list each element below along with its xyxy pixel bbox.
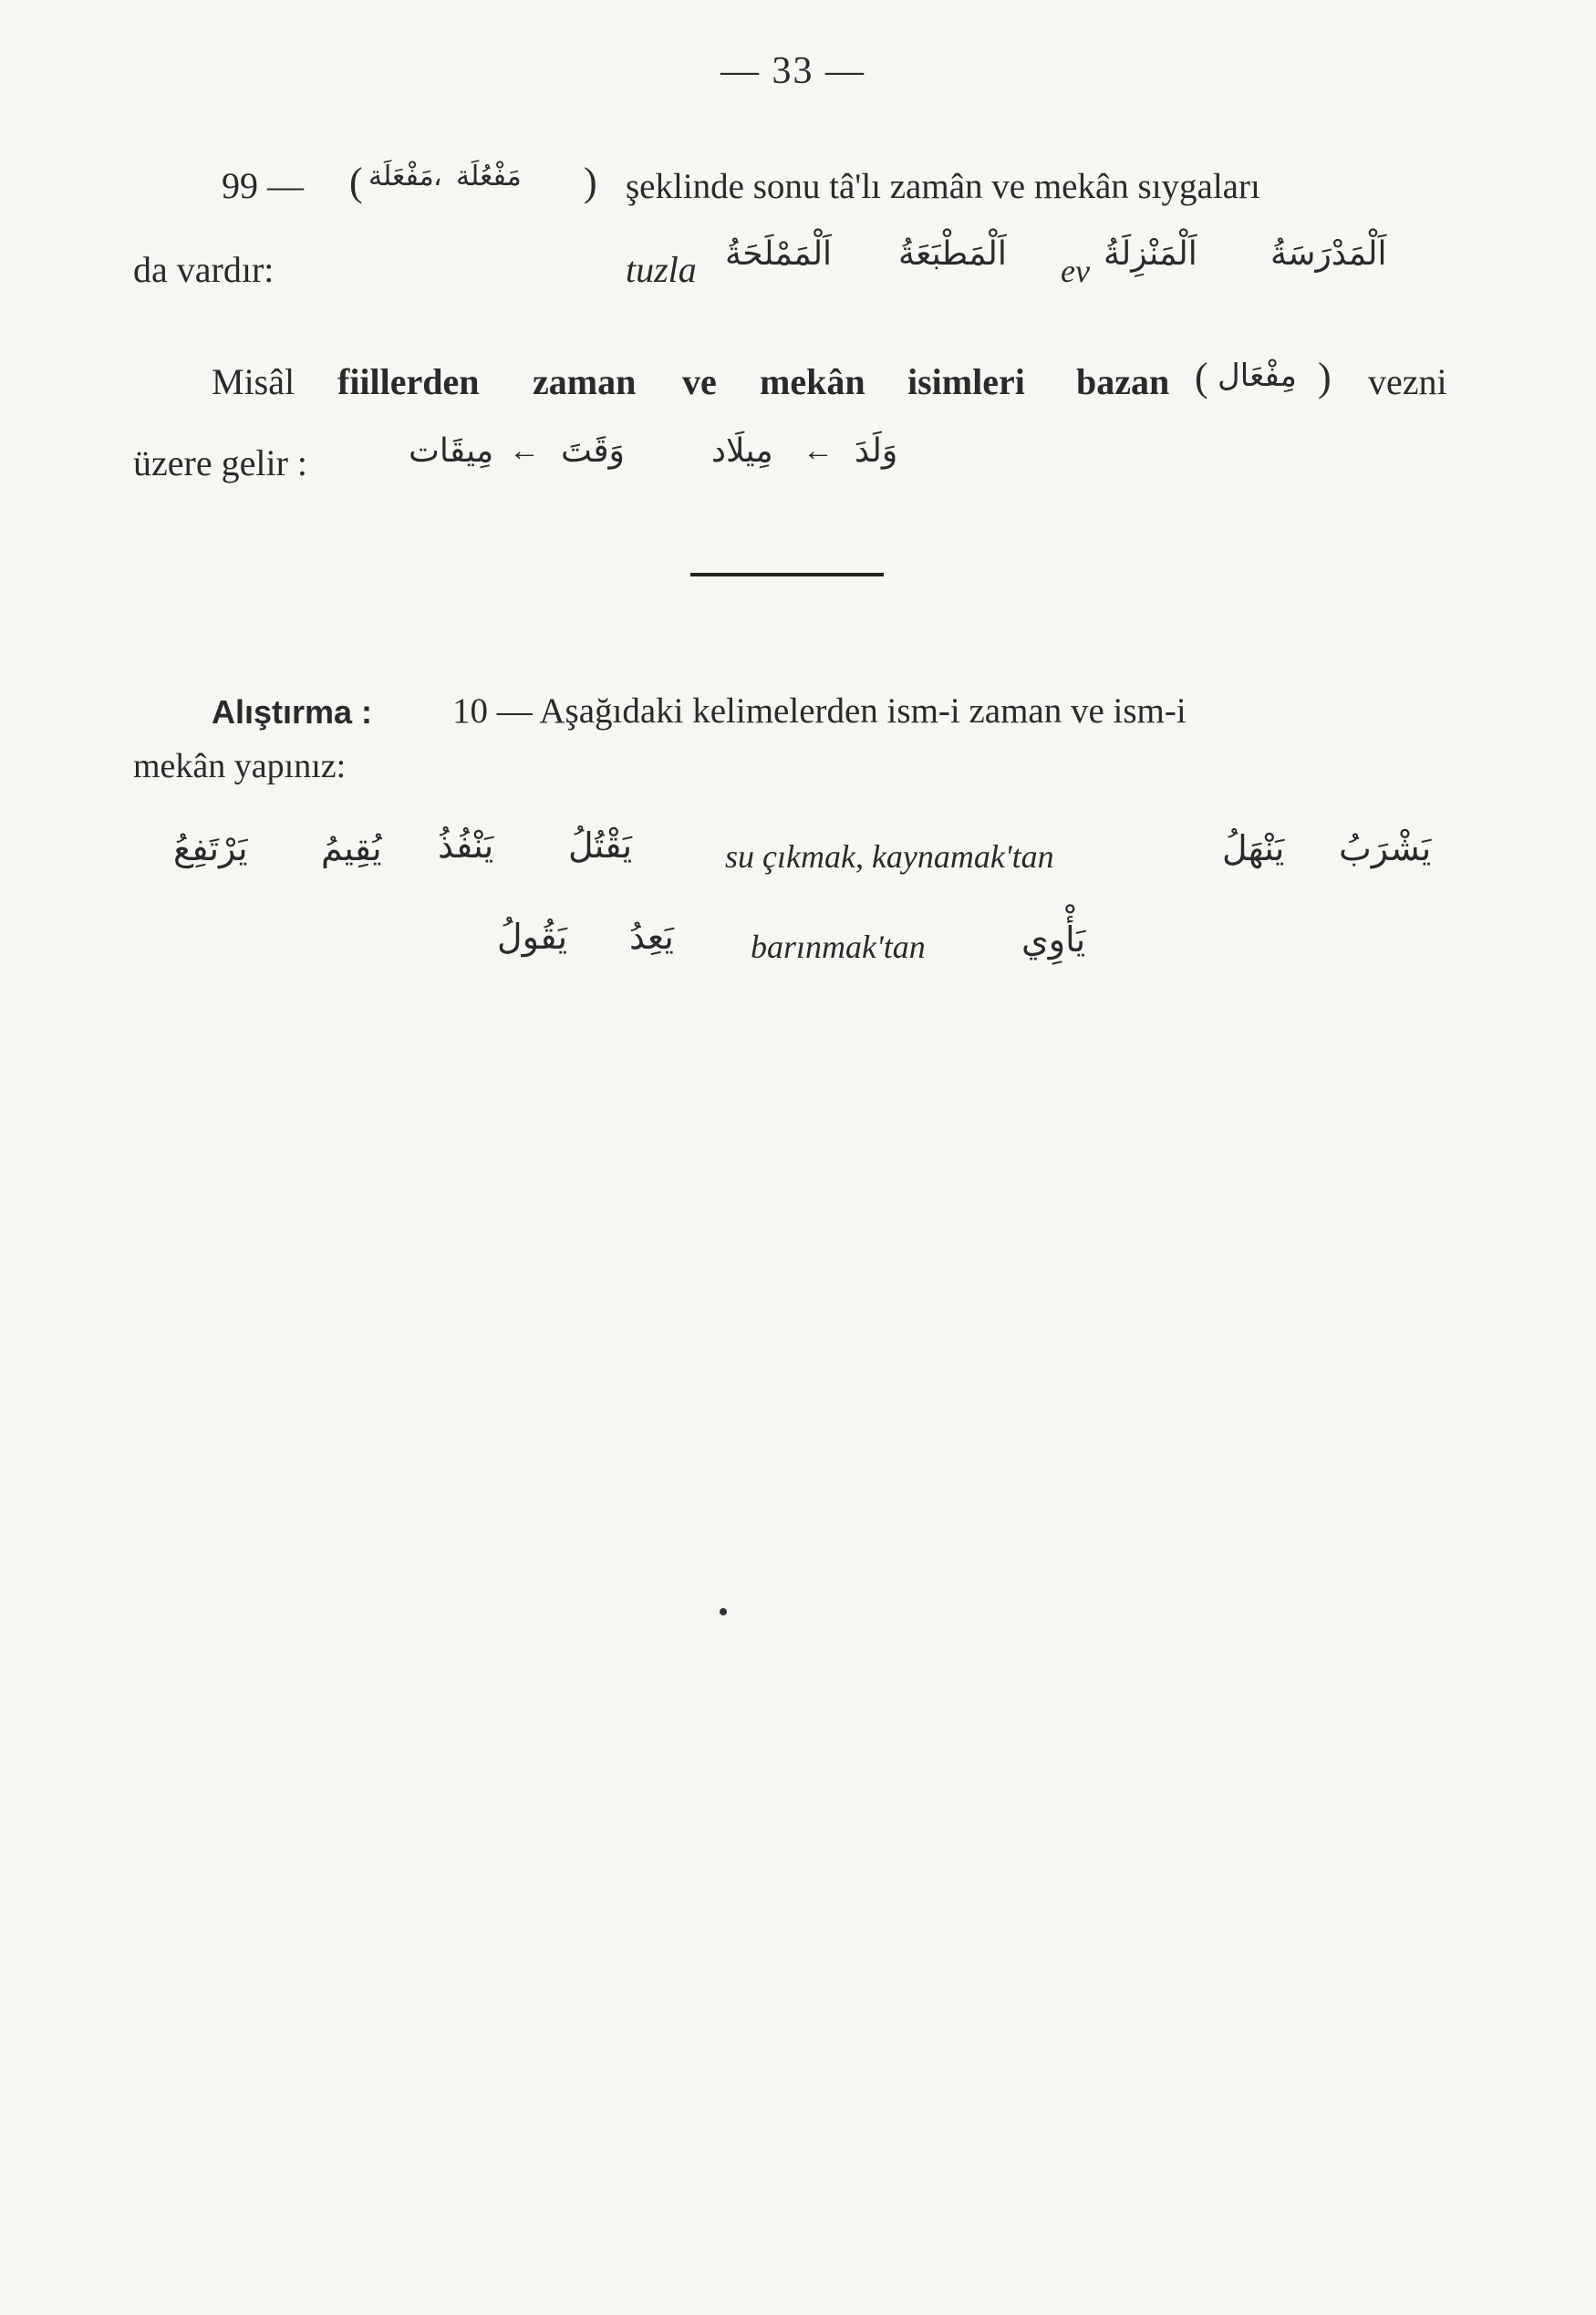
arabic-example: وَلَدَ bbox=[855, 432, 898, 470]
arabic-word: يَعِدُ bbox=[629, 917, 674, 957]
arabic-word: يَقُولُ bbox=[497, 917, 568, 957]
arabic-word: يَشْرَبُ bbox=[1339, 828, 1432, 868]
section-number: 99 — bbox=[222, 165, 304, 206]
arabic-example: مِيقَات bbox=[409, 432, 494, 470]
gloss: su çıkmak, kaynamak'tan bbox=[725, 838, 1054, 875]
text-word: isimleri bbox=[907, 361, 1025, 402]
paren-close: ) bbox=[1318, 355, 1332, 400]
arrow-icon: ← bbox=[509, 434, 540, 468]
text-word: fiillerden bbox=[337, 361, 480, 402]
exercise-label: Alıştırma : bbox=[212, 693, 373, 731]
arabic-word: يُقِيمُ bbox=[321, 828, 382, 868]
exercise-text: 10 — Aşağıdaki kelimelerden ism-i zaman ve ism-i bbox=[452, 691, 1187, 731]
section-text: da vardır: bbox=[133, 249, 275, 290]
exercise-text: mekân yapınız: bbox=[133, 747, 347, 785]
arabic-example: وَقَتَ bbox=[561, 432, 625, 470]
text-word: vezni bbox=[1368, 361, 1447, 402]
text-line: üzere gelir : bbox=[133, 442, 307, 483]
arabic-example: مِيلَاد bbox=[711, 432, 773, 470]
arrow-icon: ← bbox=[803, 434, 834, 468]
arabic-form: مَفْعَلَة bbox=[368, 161, 434, 192]
gloss: tuzla bbox=[626, 249, 697, 290]
arabic-example: اَلْمَدْرَسَةُ bbox=[1270, 235, 1387, 273]
section-text: şeklinde sonu tâ'lı zamân ve mekân sıygaları bbox=[626, 167, 1260, 206]
arabic-word: يَنْفُذُ bbox=[438, 825, 494, 866]
text-word: zaman bbox=[533, 361, 637, 402]
gloss: ev bbox=[1061, 253, 1090, 289]
arabic-word: يَنْهَلُ bbox=[1222, 828, 1285, 868]
arabic-comma: ، bbox=[433, 161, 442, 192]
section-divider bbox=[690, 573, 884, 576]
arabic-example: اَلْمَمْلَحَةُ bbox=[725, 235, 833, 273]
text-word: Misâl bbox=[212, 361, 295, 402]
paren-close: ) bbox=[584, 160, 597, 204]
text-word: mekân bbox=[760, 361, 865, 402]
arabic-word: يَأْوِي bbox=[1021, 919, 1086, 960]
gloss: barınmak'tan bbox=[751, 929, 926, 965]
print-speck bbox=[720, 1608, 727, 1615]
arabic-example: اَلْمَطْبَعَةُ bbox=[898, 235, 1007, 273]
arabic-word: يَقْتُلُ bbox=[568, 825, 633, 866]
arabic-example: اَلْمَنْزِلَةُ bbox=[1104, 235, 1197, 273]
text-word: bazan bbox=[1076, 361, 1170, 402]
arabic-form: مَفْعُلَة bbox=[456, 161, 522, 192]
page-number: — 33 — bbox=[720, 50, 865, 92]
arabic-form: مِفْعَال bbox=[1218, 358, 1297, 394]
text-word: ve bbox=[682, 361, 717, 402]
paren-open: ( bbox=[349, 160, 363, 204]
paren-open: ( bbox=[1195, 355, 1208, 400]
arabic-word: يَرْتَفِعُ bbox=[173, 828, 248, 868]
